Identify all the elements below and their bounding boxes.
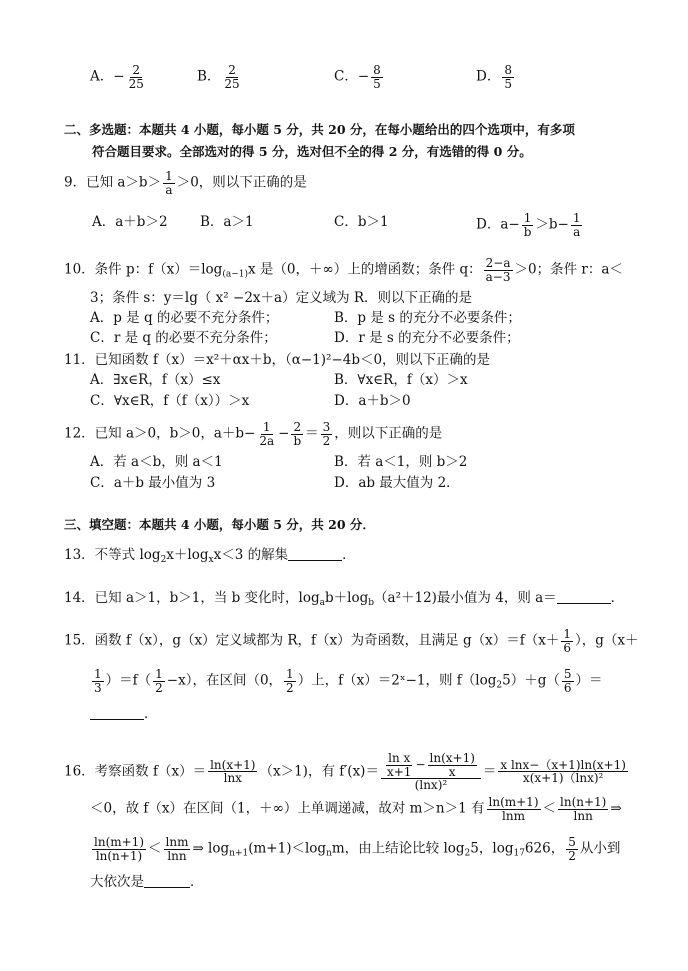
- q9-option-c: C．b＞1: [334, 214, 389, 230]
- fraction: $\frac{\ln(n+1)}{\ln n}$: [560, 795, 607, 823]
- q12-option-d: D．ab 最大值为 2．: [334, 475, 460, 491]
- fraction: $\frac{3}{2}$: [322, 420, 331, 448]
- fraction: $\frac{2}{25}$: [224, 63, 240, 91]
- q8-option-c: C．− $\frac{8}{5}$: [334, 63, 381, 91]
- q9-option-b: B．a＞1: [200, 214, 254, 230]
- q9-option-d: D．a− $\frac{1}{b}$ ＞b− $\frac{1}{a}$: [476, 211, 581, 239]
- section2-subheading: 符合题目要求。全部选对的得 5 分，选对但不全的得 2 分，有选错的得 0 分。: [92, 144, 532, 159]
- q16-stem-line2: ＜0，故 f（x）在区间（1，＋∞）上单调递减，故对 m＞n＞1 有 $\frac{\ln(m+1)}{\ln m}$ ＜ $\frac{\ln(n+1)}{\ln n}$ ⇒: [90, 795, 622, 823]
- section2-heading: 二、多选题：本题共 4 小题，每小题 5 分，共 20 分，在每小题给出的四个选项中，有多项: [64, 122, 575, 137]
- fraction: $\frac{8}{5}$: [504, 63, 512, 91]
- q11-option-a: A．∃x∈R，f（x）≤x: [90, 372, 221, 388]
- q13-stem: 13．不等式 $\log_2x+\log_xx<3$ 的解集 ．: [64, 547, 356, 565]
- q9-stem: 9．已知 a＞b＞ $\frac{1}{a}$ ＞0，则以下正确的是: [64, 169, 307, 197]
- answer-blank: [557, 603, 611, 604]
- fraction: $\frac{1}{a}$: [572, 211, 581, 239]
- fraction: $\frac{1}{2}$: [155, 667, 163, 695]
- fraction: $\frac{\ln(x+1)}{\ln x}$: [210, 757, 256, 786]
- fraction: $\frac{5}{6}$: [563, 667, 572, 695]
- section3-heading: 三、填空题：本题共 4 小题，每小题 5 分，共 20 分．: [64, 517, 375, 532]
- q16-stem-line3: $\frac{\ln(m+1)}{\ln(n+1)}$ ＜ $\frac{\ln m}{\ln n}$ ⇒ $\log_{n+1}(m+1)<\log_nm$，由上结论比较 $\log_25$，$\log_{17}626$， $\frac{5}{2}$ 从小到: [94, 835, 621, 863]
- fraction: $\frac{1}{2}$: [286, 667, 294, 695]
- compound-fraction: $\frac{\text{ln x}}{x+1}$ − $\frac{\ln(x+1)}{x}$ (lnx)²: [381, 752, 481, 792]
- fraction: $\frac{\ln m}{\ln n}$: [165, 835, 189, 863]
- fraction: $\frac{2}{25}$: [128, 63, 144, 91]
- fraction: $\frac{1}{2a}$: [259, 420, 275, 448]
- q12-stem: 12．已知 a＞0，b＞0，a＋b− $\frac{1}{2a}$ − $\frac{2}{b}$ ＝ $\frac{3}{2}$ ，则以下正确的是: [64, 420, 443, 448]
- q8-option-d: D． $\frac{8}{5}$: [476, 63, 512, 91]
- answer-blank: [144, 887, 190, 888]
- q10-option-a: A．p 是 q 的必要不充分条件；: [90, 310, 279, 326]
- fraction: $\frac{\ln(m+1)}{\ln(n+1)}$: [94, 835, 144, 863]
- q10-stem-line2: 3；条件 s：y＝lg（ x² −2x＋a）定义域为 R．则以下正确的是: [90, 290, 473, 306]
- q16-stem-line1: 16．考察函数 f（x）＝ $\frac{\ln(x+1)}{\ln x}$ （x＞1)，有 f′(x)＝ $\frac{\text{ln x}}{x+1}$ − $\frac{\ln(x+1)}{x}$ (lnx)² ＝ $\frac{\text{x lnx−（x+1)ln(x+1)}}{\text{x(x+1)（lnx)²}}$: [64, 751, 626, 793]
- q12-option-b: B．若 a＜1，则 b＞2: [334, 454, 468, 470]
- fraction: $\frac{1}{b}$: [523, 211, 532, 239]
- q14-stem: 14．已知 a＞1，b＞1，当 b 变化时，$\log_ab+\log_b(a^2+12)$最小值为 4，则 a＝ ．: [64, 590, 625, 608]
- q8-option-b: B． $\frac{2}{25}$: [197, 63, 240, 91]
- fraction: $\frac{2}{b}$: [293, 420, 302, 448]
- fraction: $\frac{2-a}{a-3}$: [485, 256, 511, 284]
- fraction: $\frac{5}{2}$: [568, 835, 576, 863]
- fraction: $\frac{8}{5}$: [373, 63, 381, 91]
- q15-stem-line2: $\frac{1}{3}$ ）＝f（ $\frac{1}{2}$ −x），在区间（0， $\frac{1}{2}$ ）上，f（x）＝2ˣ−1，则 $f(\log_25)+g$（ $\frac{5}{6}$ ）＝: [94, 667, 603, 695]
- fraction: $\frac{1}{a}$: [165, 169, 173, 197]
- answer-blank: [90, 719, 144, 720]
- fraction: $\frac{\ln(x+1)}{x}$: [429, 751, 475, 779]
- q11-option-c: C．∀x∈R，f（f（x））＞x: [90, 393, 250, 409]
- fraction: $\frac{1}{3}$: [94, 667, 102, 695]
- q11-option-b: B．∀x∈R，f（x）＞x: [334, 372, 468, 388]
- q10-option-d: D．r 是 s 的充分不必要条件；: [334, 330, 520, 346]
- fraction: $\frac{\ln(m+1)}{\ln m}$: [488, 795, 539, 823]
- q11-option-d: D．a＋b＞0: [334, 393, 411, 409]
- fraction: $\frac{\text{ln x}}{x+1}$: [386, 751, 412, 779]
- q9-option-a: A．a＋b＞2: [92, 214, 168, 230]
- q10-stem-line1: 10．条件 p：$f(x)=\log_{(a-1)}x$ 是（0，＋∞）上的增函数；条件 q： $\frac{2-a}{a-3}$ ＞0；条件 r：a＜: [64, 256, 623, 284]
- q10-option-b: B．p 是 s 的充分不必要条件；: [334, 310, 521, 326]
- q15-stem-line1: 15．函数 f（x），g（x）定义域都为 R，f（x）为奇函数，且满足 g（x）＝f（x＋ $\frac{1}{6}$ ），g（x＋: [64, 627, 639, 655]
- q12-option-a: A．若 a＜b，则 a＜1: [90, 454, 223, 470]
- q8-option-a: A．− $\frac{2}{25}$: [90, 63, 144, 91]
- q12-option-c: C．a＋b 最小值为 3: [90, 475, 216, 491]
- answer-blank: [288, 560, 342, 561]
- q10-option-c: C．r 是 q 的必要不充分条件；: [90, 330, 277, 346]
- q11-stem: 11．已知函数 f（x）＝x²＋αx＋b，（α−1)²−4b＜0，则以下正确的是: [64, 352, 491, 368]
- fraction: $\frac{1}{6}$: [563, 627, 571, 655]
- q15-stem-line3: ．: [90, 704, 158, 724]
- q16-stem-line4: 大依次是 ．: [90, 874, 204, 890]
- fraction: $\frac{\text{x lnx−（x+1)ln(x+1)}}{\text{x(x+1)（lnx)²}}$: [500, 757, 626, 786]
